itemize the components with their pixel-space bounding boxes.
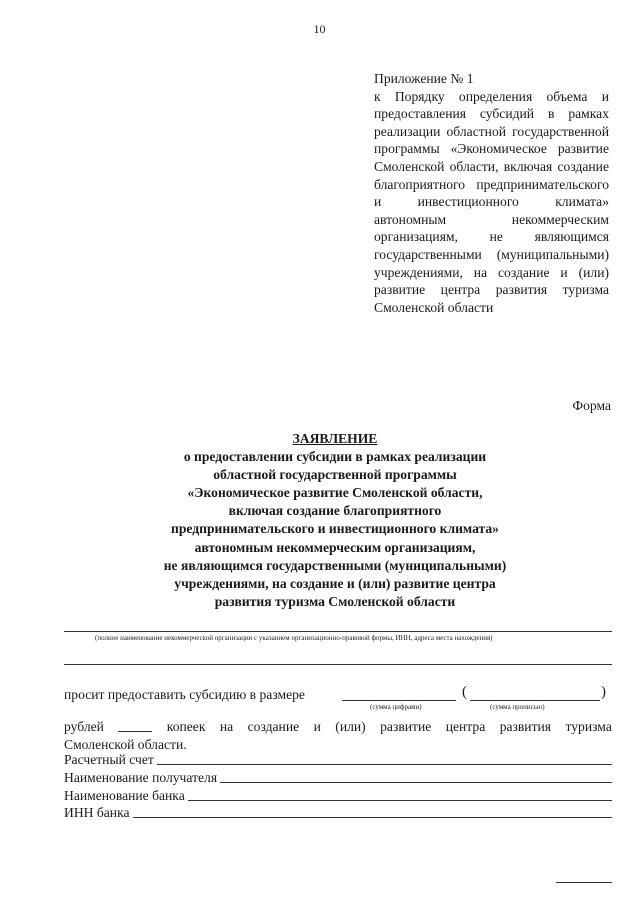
org-name-line[interactable] bbox=[64, 631, 612, 632]
close-paren: ) bbox=[601, 684, 606, 700]
heading-line: учреждениями, на создание и (или) развитие центра bbox=[174, 575, 496, 591]
field-line[interactable] bbox=[133, 805, 612, 818]
form-label: Форма bbox=[572, 398, 611, 413]
field-bank-inn[interactable] bbox=[64, 805, 612, 821]
open-paren: ( bbox=[462, 684, 467, 700]
word: и bbox=[313, 719, 321, 734]
request-text: просит предоставить субсидию в размере bbox=[64, 687, 305, 702]
field-label: ИНН банка bbox=[64, 805, 130, 820]
field-label: Наименование банка bbox=[64, 788, 185, 803]
word: копеек bbox=[166, 719, 206, 734]
field-account[interactable] bbox=[64, 752, 612, 768]
field-line[interactable] bbox=[188, 788, 612, 801]
heading-line: развития туризма Смоленской области bbox=[214, 593, 456, 609]
kopeks-blank[interactable] bbox=[118, 719, 152, 732]
word: развития bbox=[499, 719, 552, 734]
rubles-label: рублей bbox=[64, 719, 104, 734]
footer-rule bbox=[556, 882, 612, 883]
kopeks-line bbox=[64, 719, 612, 735]
word: создание bbox=[247, 719, 300, 734]
heading-line: «Экономическое развитие Смоленской области, bbox=[187, 485, 483, 501]
word: развитие bbox=[380, 719, 432, 734]
field-line[interactable] bbox=[157, 752, 612, 765]
word: туризма bbox=[565, 719, 612, 734]
field-recipient[interactable] bbox=[64, 770, 612, 786]
appendix-block bbox=[374, 70, 609, 316]
page-number: 10 bbox=[313, 22, 326, 36]
heading-line: областной государственной программы bbox=[213, 467, 457, 483]
field-line[interactable] bbox=[220, 770, 612, 783]
heading-line: автономным некоммерческим организациям, bbox=[194, 539, 476, 555]
appendix-text: к Порядку определения объема и предоставления субсидий в рамках реализации областной государственной программы «Экономическое развитие Смоленской области, включая создание благоприятного предпринимательского и инвестиционного климата» автономным некоммерческим организациям, не являющимся государственными (муниципальными) учреждениями, на создание и (или) развитие центра развития туризма Смоленской области bbox=[374, 88, 609, 315]
amount-words-caption: (сумма прописью) bbox=[490, 703, 545, 711]
word: (или) bbox=[335, 719, 366, 734]
heading-line: включая создание благоприятного bbox=[228, 503, 442, 519]
appendix-title: Приложение № 1 bbox=[374, 71, 474, 86]
word: на bbox=[219, 719, 234, 734]
document-title: ЗАЯВЛЕНИЕ bbox=[292, 431, 378, 446]
org-name-line-2[interactable] bbox=[64, 664, 612, 665]
org-name-caption: (полное наименование некоммерческой организации с указанием организационно-правовой формы, ИНН, адреса места нахождения) bbox=[95, 634, 493, 642]
continuation-text: Смоленской области. bbox=[64, 737, 187, 752]
document-heading bbox=[60, 430, 610, 611]
field-label: Наименование получателя bbox=[64, 770, 218, 785]
amount-digits-caption: (сумма цифрами) bbox=[370, 703, 422, 711]
heading-line: предпринимательского и инвестиционного климата» bbox=[171, 521, 499, 537]
word: центра bbox=[445, 719, 486, 734]
heading-line: не являющимся государственными (муниципальными) bbox=[163, 557, 507, 573]
field-bank-name[interactable] bbox=[64, 788, 612, 804]
amount-words-line[interactable] bbox=[470, 700, 600, 701]
amount-digits-line[interactable] bbox=[342, 700, 456, 701]
field-label: Расчетный счет bbox=[64, 752, 154, 767]
heading-line: о предоставлении субсидии в рамках реализации bbox=[183, 449, 487, 465]
